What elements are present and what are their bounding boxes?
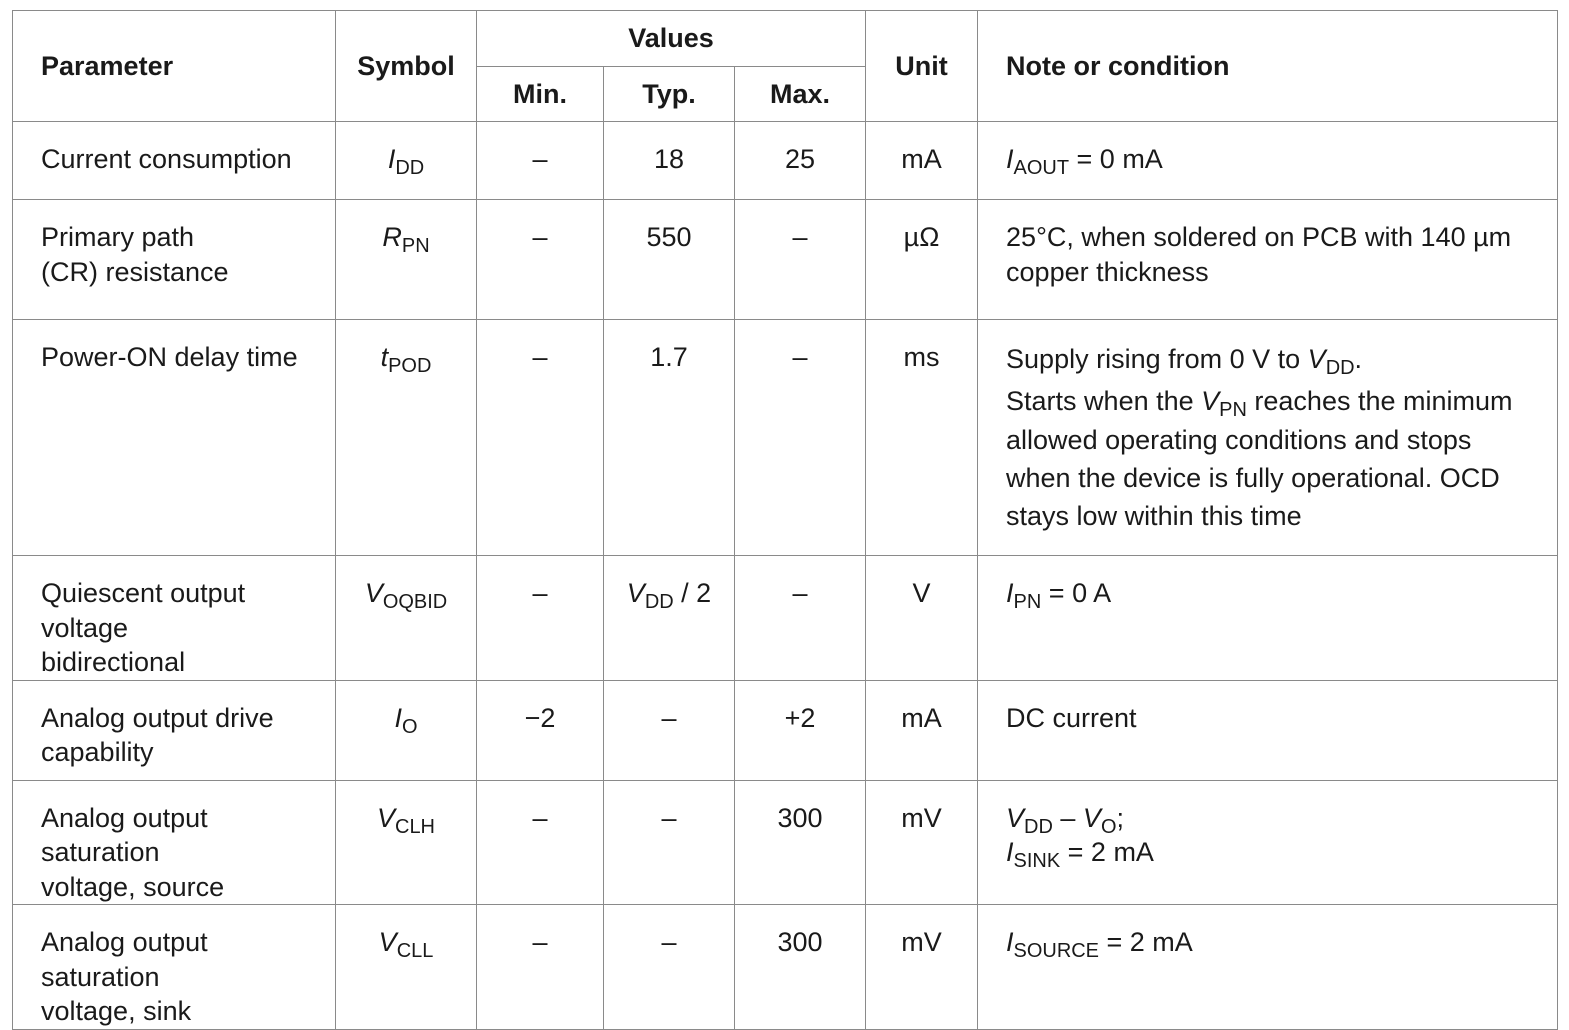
symbol-subscript: CLH bbox=[395, 815, 435, 838]
header-max: Max. bbox=[735, 67, 866, 122]
note-var: I bbox=[1006, 578, 1014, 608]
symbol-subscript: DD bbox=[395, 156, 425, 179]
table-row bbox=[13, 780, 1558, 905]
parameter-cell bbox=[13, 320, 336, 556]
unit-cell: mV bbox=[866, 780, 978, 905]
typ-cell: 1.7 bbox=[604, 320, 735, 556]
table-row bbox=[13, 680, 1558, 780]
note-cell: DC current bbox=[978, 680, 1558, 780]
note-text: . bbox=[1354, 344, 1363, 374]
note-var: I bbox=[1006, 837, 1014, 868]
symbol-base: t bbox=[380, 342, 389, 372]
note-var: I bbox=[1006, 144, 1014, 174]
note-cell bbox=[978, 320, 1558, 556]
parameter-line: bidirectional bbox=[41, 647, 186, 678]
symbol-base: V bbox=[364, 578, 383, 608]
max-cell: – bbox=[735, 200, 866, 320]
unit-cell: mV bbox=[866, 905, 978, 1030]
note-line bbox=[1006, 340, 1537, 378]
max-cell: 25 bbox=[735, 122, 866, 200]
note-subscript: O bbox=[1100, 815, 1117, 838]
note-text: Supply rising from 0 V to bbox=[1006, 344, 1308, 374]
symbol-subscript: CLL bbox=[396, 940, 434, 963]
symbol-cell bbox=[336, 905, 477, 1030]
max-cell: – bbox=[735, 556, 866, 681]
note-subscript: PN bbox=[1013, 590, 1042, 613]
symbol-base: I bbox=[394, 702, 402, 733]
min-cell: – bbox=[477, 780, 604, 905]
parameter-cell bbox=[13, 122, 336, 200]
table-row bbox=[13, 122, 1558, 200]
min-cell: – bbox=[477, 122, 604, 200]
note-cell bbox=[978, 556, 1558, 681]
note-text: = 0 A bbox=[1041, 578, 1112, 608]
unit-cell: V bbox=[866, 556, 978, 681]
note-text: = 2 mA bbox=[1098, 927, 1193, 958]
max-cell: 300 bbox=[735, 905, 866, 1030]
symbol-base: V bbox=[378, 927, 397, 958]
parameter-cell bbox=[13, 780, 336, 905]
note-var: V bbox=[1307, 344, 1326, 374]
note-subscript: PN bbox=[1219, 399, 1247, 422]
typ-cell: – bbox=[604, 905, 735, 1030]
note-text: Starts when the bbox=[1006, 386, 1202, 417]
table-row bbox=[13, 320, 1558, 556]
min-cell: – bbox=[477, 556, 604, 681]
table-row bbox=[13, 905, 1558, 1030]
symbol-cell bbox=[336, 320, 477, 556]
parameter-cell bbox=[13, 200, 336, 320]
note-cell bbox=[978, 122, 1558, 200]
parameter-line: Power-ON delay time bbox=[41, 342, 298, 372]
typ-cell: – bbox=[604, 780, 735, 905]
symbol-cell bbox=[336, 122, 477, 200]
parameter-line: Current consumption bbox=[41, 144, 292, 174]
note-var: V bbox=[1082, 802, 1101, 833]
typ-cell: 550 bbox=[604, 200, 735, 320]
note-text: = 2 mA bbox=[1060, 837, 1154, 868]
unit-cell: ms bbox=[866, 320, 978, 556]
symbol-subscript: O bbox=[401, 715, 418, 738]
note-var: I bbox=[1006, 927, 1014, 958]
header-values: Values bbox=[477, 11, 866, 67]
symbol-cell bbox=[336, 556, 477, 681]
parameter-line: Primary path bbox=[41, 222, 195, 252]
note-subscript: DD bbox=[1024, 815, 1053, 838]
header-symbol: Symbol bbox=[336, 11, 477, 122]
note-cell bbox=[978, 780, 1558, 905]
note-var: V bbox=[1006, 802, 1025, 833]
unit-cell: mA bbox=[866, 680, 978, 780]
min-cell: – bbox=[477, 320, 604, 556]
symbol-subscript: PN bbox=[401, 234, 430, 257]
symbol-subscript: OQBID bbox=[382, 590, 448, 613]
parameter-cell bbox=[13, 905, 336, 1030]
note-cell bbox=[978, 905, 1558, 1030]
min-cell: – bbox=[477, 905, 604, 1030]
note-text: = 0 mA bbox=[1069, 144, 1163, 174]
header-min: Min. bbox=[477, 67, 604, 122]
header-typ: Typ. bbox=[604, 67, 735, 122]
unit-cell: mA bbox=[866, 122, 978, 200]
parameter-cell bbox=[13, 556, 336, 681]
note-cell: 25°C, when soldered on PCB with 140 µm copper thickness bbox=[978, 200, 1558, 320]
symbol-cell bbox=[336, 680, 477, 780]
table-row bbox=[13, 556, 1558, 681]
symbol-subscript: POD bbox=[388, 354, 432, 377]
parameter-cell bbox=[13, 680, 336, 780]
typ-cell: – bbox=[604, 680, 735, 780]
parameter-line: Analog output drive bbox=[41, 702, 274, 733]
note-subscript: AOUT bbox=[1013, 156, 1070, 179]
note-text: – bbox=[1052, 802, 1083, 833]
header-note: Note or condition bbox=[978, 11, 1558, 122]
unit-cell: µΩ bbox=[866, 200, 978, 320]
symbol-cell bbox=[336, 780, 477, 905]
typ-cell bbox=[604, 556, 735, 681]
note-var: V bbox=[1201, 386, 1220, 417]
min-cell: – bbox=[477, 200, 604, 320]
symbol-cell bbox=[336, 200, 477, 320]
parameter-line: voltage, sink bbox=[41, 996, 192, 1027]
table-row bbox=[13, 200, 1558, 320]
max-cell: +2 bbox=[735, 680, 866, 780]
typ-var: V bbox=[626, 578, 645, 608]
typ-subscript: DD bbox=[644, 590, 674, 613]
symbol-base: V bbox=[377, 802, 396, 833]
note-line bbox=[1006, 382, 1537, 535]
note-subscript: SOURCE bbox=[1013, 940, 1099, 963]
max-cell: – bbox=[735, 320, 866, 556]
parameter-line: Analog output saturation bbox=[41, 927, 208, 992]
header-unit: Unit bbox=[866, 11, 978, 122]
parameter-line: (CR) resistance bbox=[41, 256, 229, 287]
typ-text: / 2 bbox=[673, 578, 712, 608]
parameters-table bbox=[12, 10, 1558, 1030]
symbol-base: I bbox=[387, 144, 396, 174]
note-text: ; bbox=[1116, 802, 1124, 833]
max-cell: 300 bbox=[735, 780, 866, 905]
note-line bbox=[1006, 835, 1537, 873]
parameter-line: Quiescent output voltage bbox=[41, 578, 246, 643]
symbol-base: R bbox=[382, 222, 402, 252]
note-subscript: SINK bbox=[1013, 850, 1061, 873]
note-line bbox=[1006, 801, 1537, 836]
parameter-line: capability bbox=[41, 737, 154, 768]
min-cell: −2 bbox=[477, 680, 604, 780]
header-parameter: Parameter bbox=[13, 11, 336, 122]
typ-cell: 18 bbox=[604, 122, 735, 200]
parameter-line: Analog output saturation bbox=[41, 802, 208, 868]
parameter-line: voltage, source bbox=[41, 871, 225, 902]
note-text: reaches the minimum allowed operating conditions and stops when the device is fully operational. OCD stays low within this time bbox=[1006, 386, 1513, 532]
note-subscript: DD bbox=[1325, 356, 1355, 379]
